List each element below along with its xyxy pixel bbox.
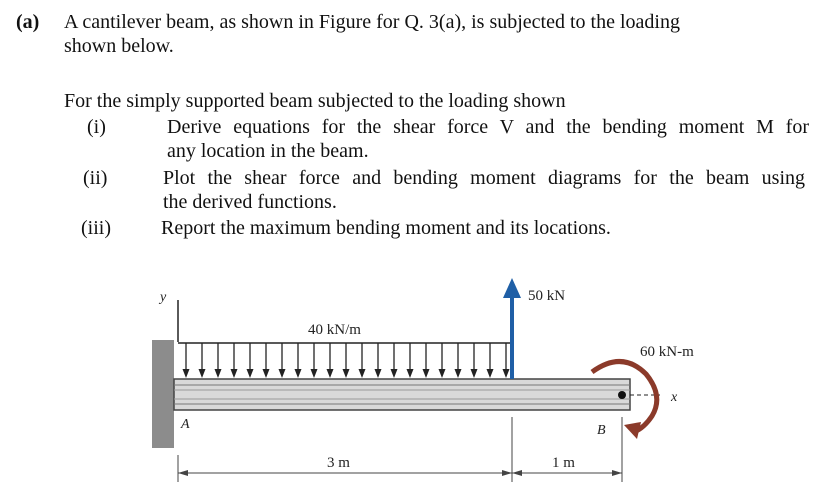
udl-arrowhead xyxy=(215,369,222,378)
dimension-left-label: 3 m xyxy=(327,455,350,471)
item-line: Plot the shear force and bending moment diagrams for the beam using xyxy=(163,167,805,189)
udl-arrowhead xyxy=(471,369,478,378)
item-number: (iii) xyxy=(81,217,111,239)
moment-label: 60 kN-m xyxy=(640,344,694,360)
udl-arrowhead xyxy=(231,369,238,378)
udl-arrowhead xyxy=(247,369,254,378)
dimension-right-label: 1 m xyxy=(552,455,575,471)
udl-arrowhead xyxy=(311,369,318,378)
x-axis-label: x xyxy=(671,390,678,405)
udl-arrowhead xyxy=(503,369,510,378)
item-number: (i) xyxy=(87,116,106,138)
item-number: (ii) xyxy=(83,167,108,189)
udl-arrowhead xyxy=(455,369,462,378)
udl-arrowhead xyxy=(375,369,382,378)
question-text-line2: shown below. xyxy=(64,35,174,57)
item-line: Report the maximum bending moment and its locations. xyxy=(161,217,611,239)
dimension-lines xyxy=(178,417,622,482)
udl-arrowhead xyxy=(391,369,398,378)
intro-text: For the simply supported beam subjected to the loading shown xyxy=(64,90,566,112)
point-a-label: A xyxy=(181,417,190,432)
udl-arrowhead xyxy=(199,369,206,378)
distributed-load-label: 40 kN/m xyxy=(308,322,361,338)
question-text-line1: A cantilever beam, as shown in Figure for Q. 3(a), is subjected to the loading xyxy=(64,11,680,33)
y-axis-label: y xyxy=(160,290,167,305)
item-line: the derived functions. xyxy=(163,191,337,213)
udl-arrowhead xyxy=(295,369,302,378)
udl-arrowhead xyxy=(487,369,494,378)
point-load-label: 50 kN xyxy=(528,288,566,304)
udl-arrowhead xyxy=(327,369,334,378)
item-line: any location in the beam. xyxy=(167,140,369,162)
point-b-marker xyxy=(618,391,626,399)
udl-arrowhead xyxy=(183,369,190,378)
udl-arrowhead xyxy=(343,369,350,378)
udl-arrowhead xyxy=(359,369,366,378)
udl-arrowhead xyxy=(407,369,414,378)
udl-arrowhead xyxy=(263,369,270,378)
udl-arrowhead xyxy=(439,369,446,378)
udl-arrowhead xyxy=(279,369,286,378)
udl-arrowhead xyxy=(423,369,430,378)
beam-body xyxy=(174,379,630,410)
fixed-support-wall xyxy=(152,340,174,448)
question-label: (a) xyxy=(16,11,40,33)
item-line: Derive equations for the shear force V and the bending moment M for xyxy=(167,116,809,138)
point-b-label: B xyxy=(597,423,606,438)
distributed-load xyxy=(178,343,512,378)
